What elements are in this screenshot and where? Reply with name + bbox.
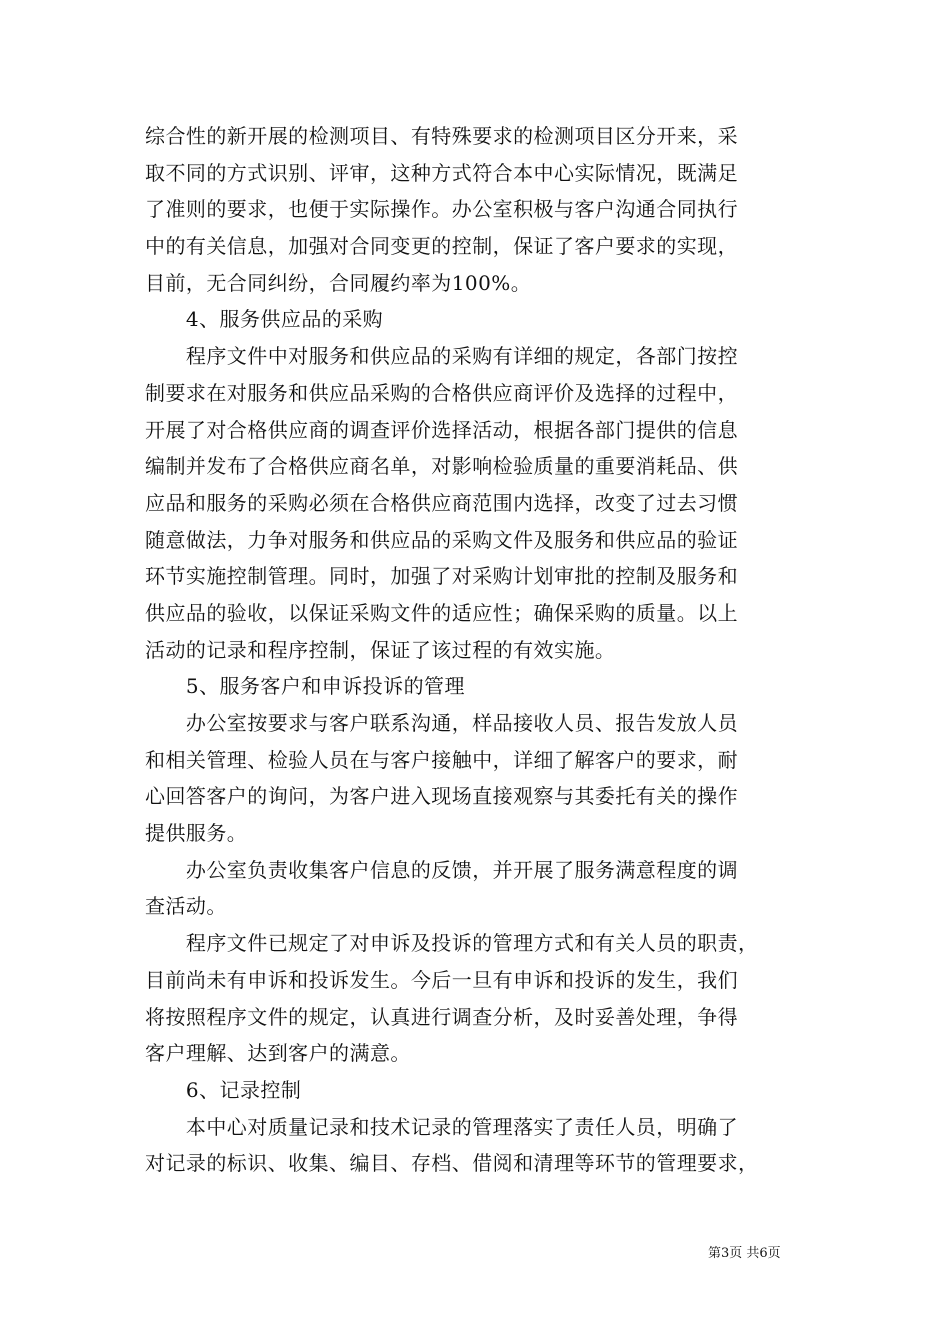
text-line: 客户理解、达到客户的满意。 [145, 1041, 411, 1066]
text-line: 环节实施控制管理。同时，加强了对采购计划审批的控制及服务和 [145, 564, 739, 589]
text-line: 程序文件中对服务和供应品的采购有详细的规定，各部门按控 [145, 344, 739, 369]
body-paragraph [145, 338, 810, 668]
text-line: 查活动。 [145, 894, 227, 919]
text-line: 办公室负责收集客户信息的反馈，并开展了服务满意程度的调 [145, 857, 739, 882]
text-line: 目前，无合同纠纷，合同履约率为100%。 [145, 270, 532, 295]
text-line: 提供服务。 [145, 821, 248, 846]
text-line: 中的有关信息，加强对合同变更的控制，保证了客户要求的实现， [145, 234, 739, 259]
text-line: 应品和服务的采购必须在合格供应商范围内选择，改变了过去习惯 [145, 490, 739, 515]
text-line: 和相关管理、检验人员在与客户接触中，详细了解客户的要求，耐 [145, 747, 739, 772]
text-line: 心回答客户的询问，为客户进入现场直接观察与其委托有关的操作 [145, 784, 739, 809]
page-number-footer: 第3页 共6页 [708, 1246, 781, 1261]
text-line: 6、记录控制 [145, 1077, 302, 1102]
body-paragraph [145, 118, 810, 301]
text-line: 供应品的验收，以保证采购文件的适应性；确保采购的质量。以上 [145, 600, 739, 625]
text-line: 办公室按要求与客户联系沟通，样品接收人员、报告发放人员 [145, 711, 739, 735]
text-line: 4、服务供应品的采购 [145, 307, 384, 332]
body-paragraph [145, 705, 810, 852]
text-line: 5、服务客户和申诉投诉的管理 [145, 674, 465, 699]
text-line: 对记录的标识、收集、编目、存档、借阅和清理等环节的管理要求， [145, 1151, 759, 1176]
body-paragraph [145, 1109, 810, 1182]
text-line: 目前尚未有申诉和投诉发生。今后一旦有申诉和投诉的发生，我们 [145, 967, 739, 992]
section-heading [145, 301, 810, 338]
text-line: 了准则的要求，也便于实际操作。办公室积极与客户沟通合同执行 [145, 197, 739, 222]
text-line: 制要求在对服务和供应品采购的合格供应商评价及选择的过程中， [145, 380, 739, 405]
text-line: 随意做法，力争对服务和供应品的采购文件及服务和供应品的验证 [145, 527, 739, 552]
text-line: 开展了对合格供应商的调查评价选择活动，根据各部门提供的信息 [145, 417, 739, 442]
text-line: 程序文件已规定了对申诉及投诉的管理方式和有关人员的职责， [145, 931, 759, 956]
text-line: 本中心对质量记录和技术记录的管理落实了责任人员，明确了 [145, 1114, 739, 1139]
section-heading [145, 668, 810, 705]
text-line: 综合性的新开展的检测项目、有特殊要求的检测项目区分开来，采 [145, 124, 739, 148]
document-body [145, 118, 810, 1182]
body-paragraph [145, 925, 810, 1072]
section-heading [145, 1072, 810, 1109]
text-line: 活动的记录和程序控制，保证了该过程的有效实施。 [145, 637, 616, 662]
body-paragraph [145, 852, 810, 925]
text-line: 编制并发布了合格供应商名单，对影响检验质量的重要消耗品、供 [145, 454, 739, 479]
text-line: 取不同的方式识别、评审，这种方式符合本中心实际情况，既满足 [145, 160, 739, 185]
text-line: 将按照程序文件的规定，认真进行调查分析，及时妥善处理，争得 [145, 1004, 739, 1029]
